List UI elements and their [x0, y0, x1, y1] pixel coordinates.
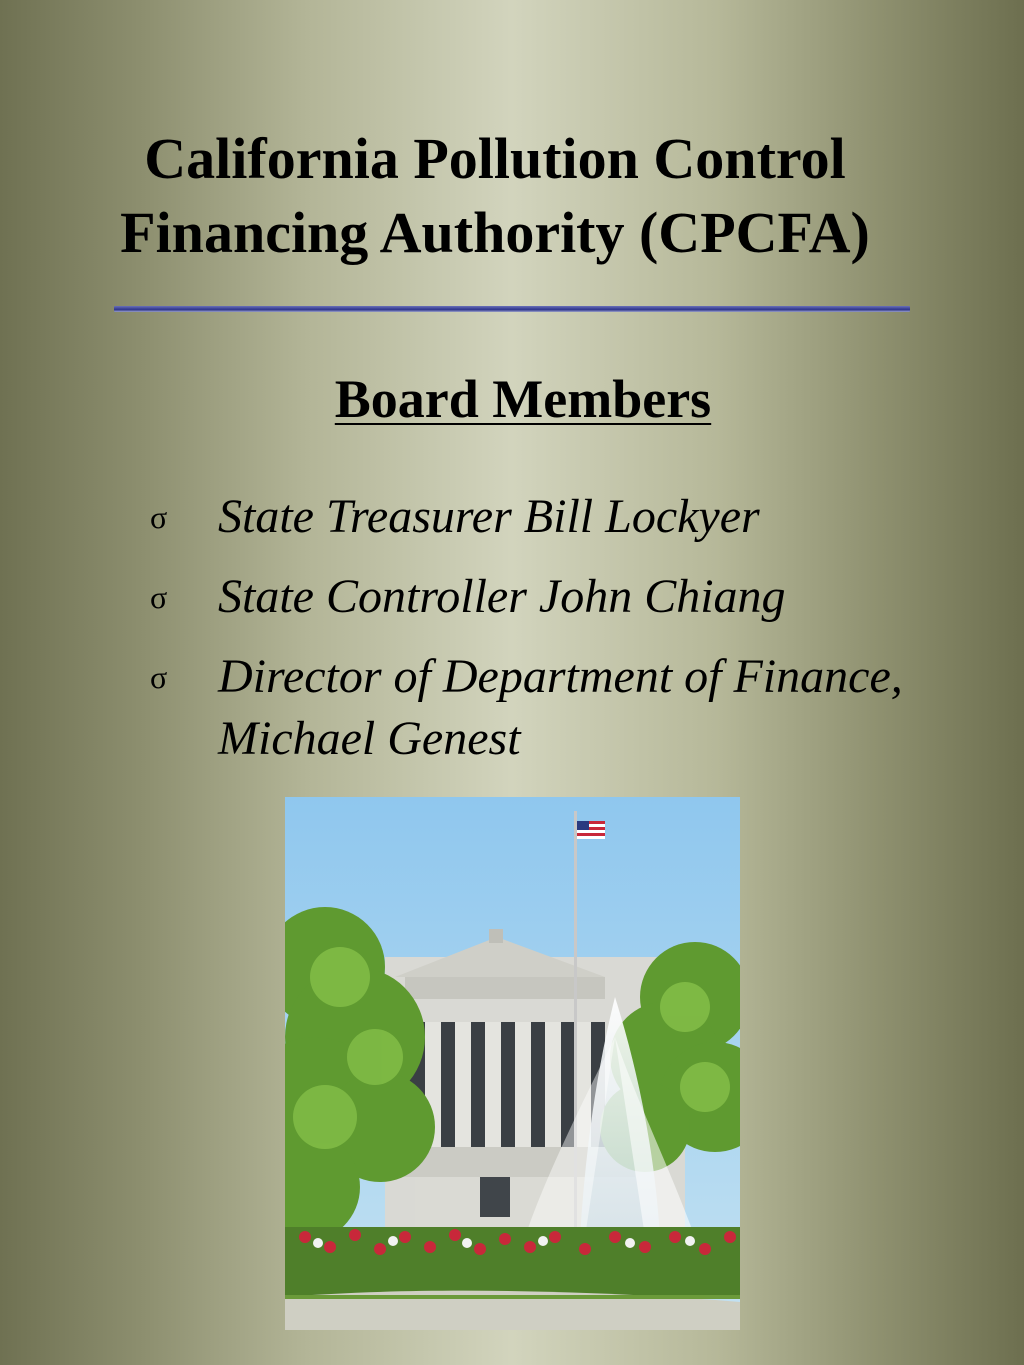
list-item [150, 566, 910, 628]
slide-subtitle: Board Members [334, 369, 712, 429]
title-divider [114, 306, 910, 312]
capitol-fountain-photo [285, 797, 740, 1330]
slide-title: California Pollution Control Financing Authority (CPCFA) [120, 126, 870, 265]
list-item [150, 486, 910, 548]
member-name: State Treasurer Bill Lockyer [218, 490, 760, 543]
list-item [150, 646, 910, 770]
bullet-icon: σ [150, 659, 168, 695]
board-members-list [150, 486, 910, 788]
bullet-icon: σ [150, 579, 168, 615]
member-name: State Controller John Chiang [218, 570, 786, 623]
bullet-icon: σ [150, 499, 168, 535]
member-name: Director of Department of Finance, Michael Genest [218, 650, 903, 765]
